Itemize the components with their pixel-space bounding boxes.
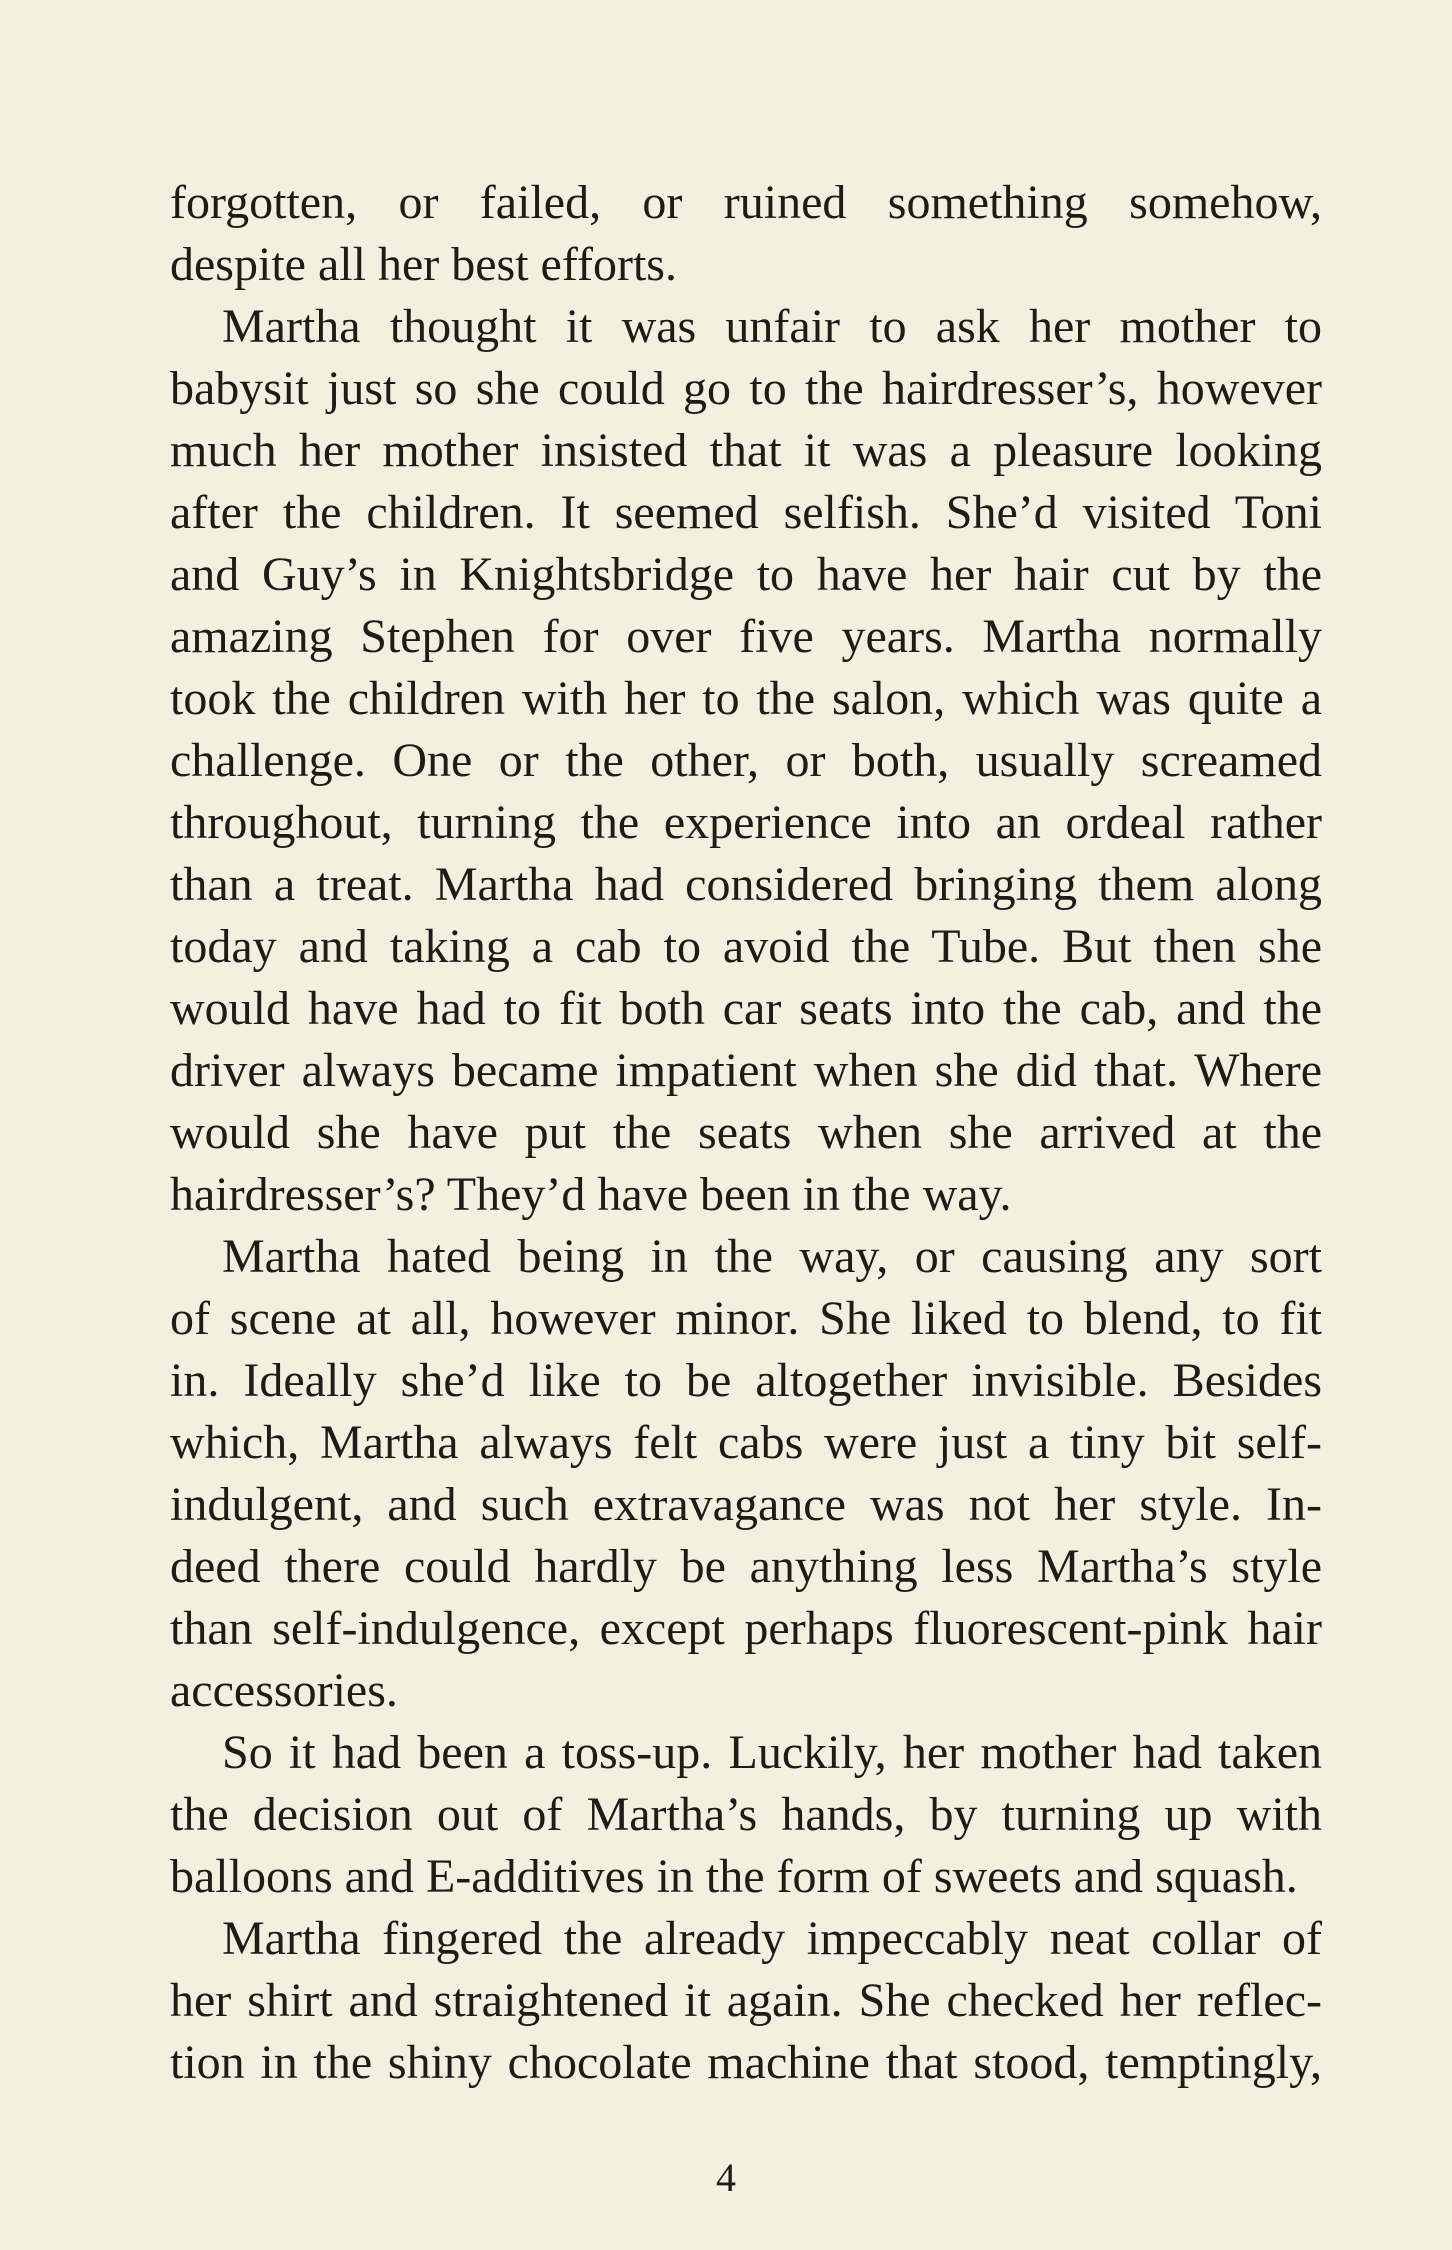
text-line: the decision out of Martha’s hands, by turning up with: [170, 1788, 1322, 1841]
text-line: So it had been a toss-up. Luckily, her mother had taken: [222, 1726, 1322, 1779]
body-text: [170, 172, 1322, 2094]
text-line: challenge. One or the other, or both, usually screamed: [170, 734, 1322, 787]
text-line: throughout, turning the experience into an ordeal rather: [170, 796, 1322, 849]
text-line: and Guy’s in Knightsbridge to have her hair cut by the: [170, 548, 1322, 601]
text-line: took the children with her to the salon, which was quite a: [170, 672, 1322, 725]
text-line: would she have put the seats when she arrived at the: [170, 1106, 1322, 1159]
text-line: babysit just so she could go to the hairdresser’s, however: [170, 362, 1322, 415]
text-line: her shirt and straightened it again. She checked her reflec-: [170, 1974, 1322, 2027]
text-line: hairdresser’s? They’d have been in the way.: [170, 1168, 1012, 1221]
text-line: in. Ideally she’d like to be altogether invisible. Besides: [170, 1354, 1322, 1407]
text-line: balloons and E-additives in the form of sweets and squash.: [170, 1850, 1298, 1903]
text-line: indulgent, and such extravagance was not her style. In-: [170, 1478, 1322, 1531]
text-line: tion in the shiny chocolate machine that stood, temptingly,: [170, 2036, 1322, 2089]
text-line: Martha hated being in the way, or causing any sort: [222, 1230, 1322, 1283]
text-line: of scene at all, however minor. She liked to blend, to fit: [170, 1292, 1322, 1345]
text-line: after the children. It seemed selfish. She’d visited Toni: [170, 486, 1322, 539]
text-line: amazing Stephen for over five years. Martha normally: [170, 610, 1322, 663]
text-line: today and taking a cab to avoid the Tube. But then she: [170, 920, 1322, 973]
text-line: than self-indulgence, except perhaps fluorescent-pink hair: [170, 1602, 1322, 1655]
text-line: Martha thought it was unfair to ask her mother to: [222, 300, 1322, 353]
text-line: much her mother insisted that it was a pleasure looking: [170, 424, 1322, 477]
text-line: would have had to fit both car seats into the cab, and the: [170, 982, 1322, 1035]
text-line: despite all her best efforts.: [170, 238, 677, 291]
page-number: 4: [716, 2155, 736, 2200]
text-line: driver always became impatient when she did that. Where: [170, 1044, 1322, 1097]
text-line: accessories.: [170, 1664, 398, 1717]
text-line: deed there could hardly be anything less Martha’s style: [170, 1540, 1322, 1593]
text-line: Martha fingered the already impeccably neat collar of: [222, 1912, 1322, 1965]
text-line: than a treat. Martha had considered bringing them along: [170, 858, 1322, 911]
text-line: which, Martha always felt cabs were just a tiny bit self-: [170, 1416, 1322, 1469]
text-line: forgotten, or failed, or ruined something somehow,: [170, 176, 1322, 229]
